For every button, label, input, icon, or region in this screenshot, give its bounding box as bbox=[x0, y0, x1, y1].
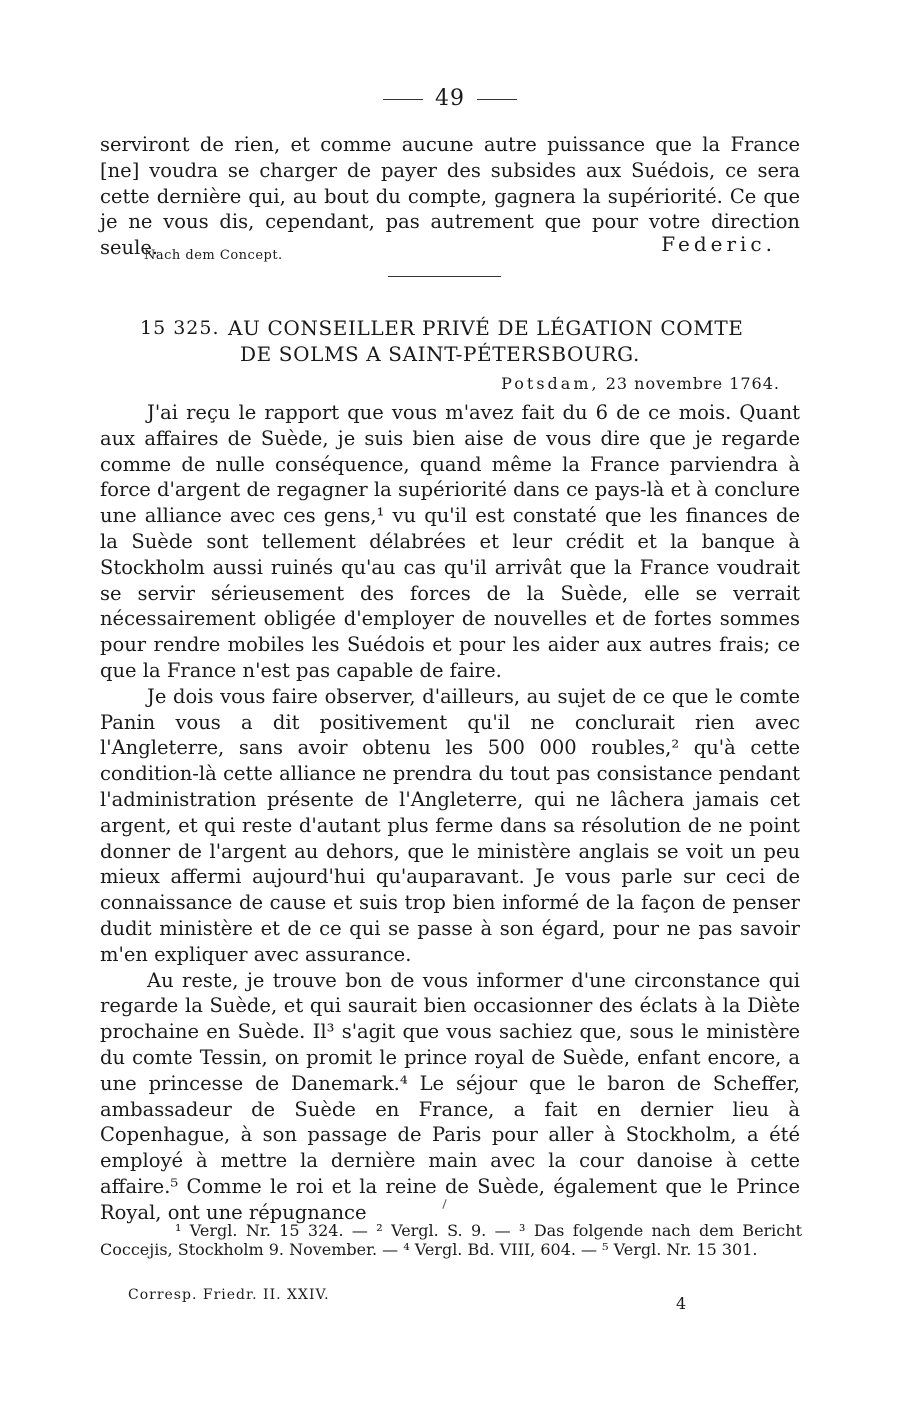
letter-title-line2: DE SOLMS A SAINT-PÉTERSBOURG. bbox=[240, 342, 640, 366]
body-paragraph-1: J'ai reçu le rapport que vous m'avez fait du 6 de ce mois. Quant aux affaires de Suède, je suis bien aise de vous dire que je regarde comme de nulle conséquence, quand même la France parviendra à force d'argent de regagner la supériorité dans ce pays-là et à conclure une alliance avec ces gens,¹ vu qu'il est constaté que les finances de la Suède sont tellement délabrées et leur crédit et la banque à Stockholm aussi ruinés qu'au cas qu'il arrivât que la France voudrait se servir sérieusement des forces de la Suède, elle se verrait nécessairement obligée d'employer de nouvelles et de fortes sommes pour rendre mobiles les Suédois et pour les aider aux autres frais; ce que la France n'est pas capable de faire. bbox=[100, 401, 800, 682]
letter-place: Potsdam, bbox=[501, 374, 600, 393]
letter-title-line1: AU CONSEILLER PRIVÉ DE LÉGATION COMTE bbox=[228, 316, 744, 340]
page-number: 49 bbox=[435, 86, 465, 111]
letter-body bbox=[100, 400, 800, 1226]
footer-signature-mark: 4 bbox=[676, 1294, 687, 1313]
header-dash-left bbox=[383, 99, 423, 100]
section-divider bbox=[388, 276, 501, 277]
letter-number: 15 325. bbox=[140, 317, 220, 339]
footer-citation: Corresp. Friedr. II. XXIV. bbox=[128, 1287, 330, 1303]
header-dash-right bbox=[477, 99, 517, 100]
source-note: Nach dem Concept. bbox=[144, 248, 283, 263]
closing-paragraph-text: serviront de rien, et comme aucune autre puissance que la France [ne] voudra se charger de payer des subsides aux Suédois, ce sera cette dernière qui, au bout du compte, gagnera la supériorité. Ce que je ne vous dis, cependant, pas autrement que pour votre direction seule. bbox=[100, 133, 800, 260]
letter-date: 23 novembre 1764. bbox=[605, 374, 780, 393]
body-paragraph-2: Je dois vous faire observer, d'ailleurs, au sujet de ce que le comte Panin vous a dit positivement qu'il ne conclurait rien avec l'Angleterre, sans avoir obtenu les 500 000 roubles,² qu'à cette condition-là cette alliance ne prendra du tout pas consistance pendant l'administration présente de l'Angleterre, qui ne lâchera jamais cet argent, et qui reste d'autant plus ferme dans sa résolution de ne point donner de l'argent au dehors, que le ministère anglais se voit un peu mieux affermi aujourd'hui qu'auparavant. Je vous parle sur ceci de connaissance de cause et suis trop bien informé de la façon de penser dudit ministère et de ce qui se passe à son égard, pour ne pas savoir m'en expliquer avec assurance. bbox=[100, 684, 800, 966]
letter-dateline bbox=[501, 374, 780, 393]
footnotes-text: ¹ Vergl. Nr. 15 324. — ² Vergl. S. 9. — ³ Das folgende nach dem Bericht Coccejis, Stockholm 9. November. — ⁴ Vergl. Bd. VIII, 604. — ⁵ Vergl. Nr. 15 301. bbox=[100, 1221, 802, 1259]
signature: Federic. bbox=[661, 232, 776, 256]
body-paragraph-3: Au reste, je trouve bon de vous informer d'une circonstance qui regarde la Suède, et qui saurait bien occasionner des éclats à la Diète prochaine en Suède. Il³ s'agit que vous sachiez que, sous le ministère du comte Tessin, on promit le prince royal de Suède, enfant encore, a une princesse de Danemark.⁴ Le séjour que le baron de Scheffer, ambassadeur de Suède en France, a fait en dernier lieu à Copenhague, à son passage de Paris pour aller à Stockholm, a été employé à mettre la dernière main avec la cour danoise à cette affaire.⁵ Comme le roi et la reine de Suède, également que le Prince Royal, ont une répugnance bbox=[100, 968, 800, 1224]
page-header bbox=[0, 86, 900, 111]
footnotes bbox=[100, 1221, 802, 1259]
